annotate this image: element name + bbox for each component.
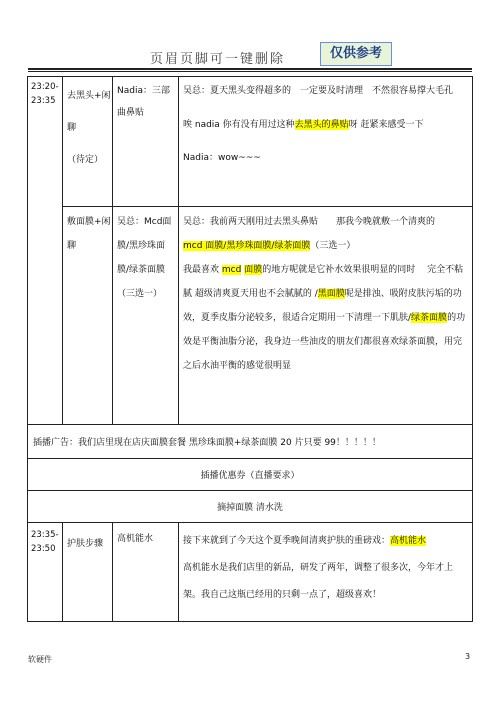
row-divider bbox=[27, 424, 473, 425]
topic-text: 去黑头+闲聊 bbox=[67, 91, 111, 133]
row-divider bbox=[62, 206, 473, 207]
script-line bbox=[183, 234, 469, 258]
highlight-text: mcd bbox=[221, 265, 242, 275]
row-divider bbox=[27, 490, 473, 491]
time-cell: 23:20-23:35 bbox=[31, 82, 59, 106]
product-cell: Nadia：三部曲鼻贴 bbox=[117, 86, 170, 118]
col-divider bbox=[112, 522, 113, 622]
topic-note: （待定） bbox=[67, 155, 104, 165]
row-divider bbox=[27, 522, 473, 523]
script-text: 的地方呢就是它补水效果很明显的同时 完全不粘腻 超级清爽夏天用也不会腻腻的 / bbox=[183, 265, 464, 299]
script-text: 呢是排浊、吸附皮肤污垢的功效，夏季皮脂分泌较多，很适合定期用一下清理一下肌肤/ bbox=[183, 289, 462, 323]
script-text: 呀 赶紧来感受一下 bbox=[348, 120, 424, 130]
header-rule bbox=[28, 68, 472, 70]
product-cell: 吴总：Mcd面膜/黑珍珠面膜/绿茶面膜（三选一） bbox=[117, 217, 172, 299]
script-line bbox=[183, 258, 469, 378]
script-line bbox=[183, 528, 469, 555]
time-cell: 23:35-23:50 bbox=[31, 530, 59, 554]
script-cell bbox=[183, 528, 469, 609]
highlight-text: 去黑头的鼻贴 bbox=[294, 120, 349, 130]
script-text: 接下来就到了今天这个夏季晚间清爽护肤的重磅戏： bbox=[183, 536, 391, 546]
col-divider bbox=[62, 76, 63, 424]
col-divider bbox=[62, 522, 63, 622]
ad-line: 插播广告：我们店里现在店庆面膜套餐 黑珍珠面膜+绿茶面膜 20 片只要 99！！！！！ bbox=[33, 438, 381, 448]
highlight-text: 面膜 bbox=[244, 265, 263, 275]
script-line: 高机能水是我们店里的新品，研发了两年，调整了很多次，今年才上架。我自己这瓶已经用的只剩一点了，超级喜欢！ bbox=[183, 563, 454, 600]
product-cell: 高机能水 bbox=[117, 534, 154, 544]
script-text: 的功效是平衡油脂分泌，我身边一些油皮的朋友们都很喜欢绿茶面膜，用完之后水油平衡的感觉很明显 bbox=[183, 313, 466, 371]
script-line: 吴总：夏天黑头变得超多的 一定要及时清理 不然很容易撑大毛孔 bbox=[183, 86, 454, 96]
page-number: 3 bbox=[465, 652, 471, 661]
topic-cell: 敷面膜+闲聊 bbox=[67, 217, 111, 251]
reference-badge: 仅供参考 bbox=[320, 42, 392, 66]
script-cell bbox=[183, 80, 469, 170]
col-divider bbox=[178, 522, 179, 622]
script-text: （三选一） bbox=[310, 241, 356, 251]
script-text: 我最喜欢 bbox=[183, 265, 222, 275]
header-title: 页眉页脚可一键删除 bbox=[150, 52, 286, 67]
topic-cell: 护肤步骤 bbox=[67, 539, 104, 549]
script-cell bbox=[183, 210, 469, 378]
highlight-text: 绿茶面膜 bbox=[411, 313, 448, 323]
highlight-text: 黑面膜 bbox=[317, 289, 345, 299]
header-rule-thin bbox=[28, 71, 472, 72]
topic-cell bbox=[67, 80, 111, 176]
col-divider bbox=[178, 76, 179, 424]
highlight-text: mcd 面膜/黑珍珠面膜/绿茶面膜 bbox=[183, 241, 311, 251]
wash-line: 摘掉面膜 清水洗 bbox=[217, 503, 283, 513]
coupon-line: 插播优惠券（直播要求） bbox=[200, 471, 300, 481]
script-line: 吴总：我前两天刚用过去黑头鼻贴 那我今晚就敷一个清爽的 bbox=[183, 217, 436, 227]
row-divider bbox=[27, 458, 473, 459]
script-line: Nadia：wow~~~ bbox=[183, 153, 261, 163]
script-text: 唉 nadia 你有没有用过这种 bbox=[183, 120, 295, 130]
footer-label: 软硬件 bbox=[28, 655, 52, 664]
highlight-text: 高机能水 bbox=[390, 536, 427, 546]
col-divider bbox=[112, 76, 113, 424]
script-line bbox=[183, 114, 469, 137]
